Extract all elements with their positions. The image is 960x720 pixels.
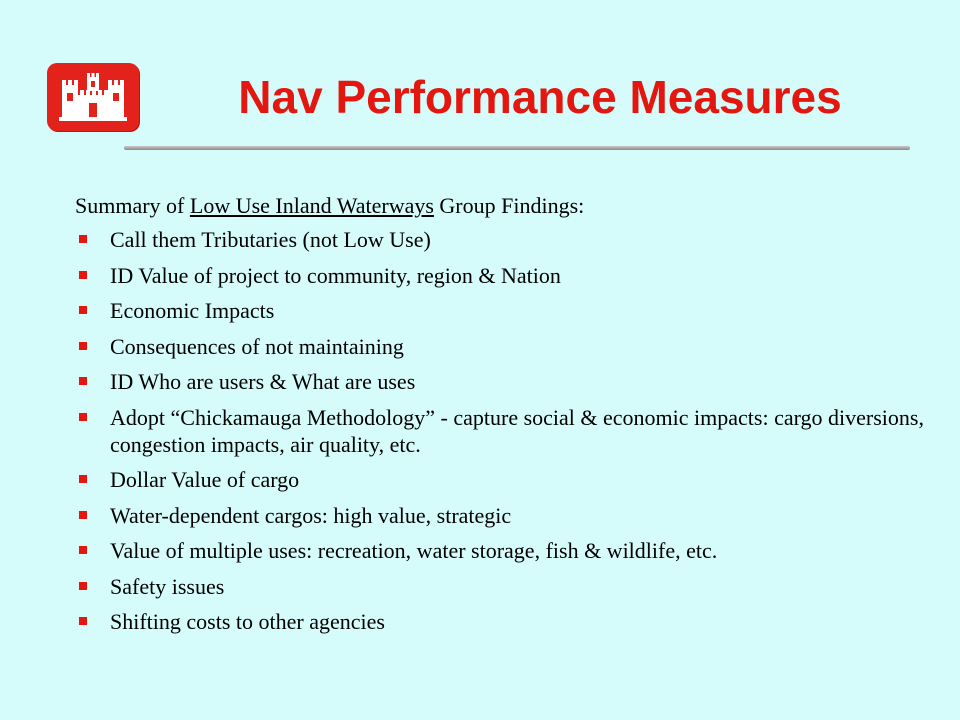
list-item-text: Water-dependent cargos: high value, strategic xyxy=(110,502,512,528)
list-item xyxy=(75,466,935,493)
list-item-text: Consequences of not maintaining xyxy=(110,333,404,359)
list-item-text: Shifting costs to other agencies xyxy=(110,609,385,634)
list-item-text: Call them Tributaries (not Low Use) xyxy=(110,227,431,252)
list-item-text: Safety issues xyxy=(110,573,225,599)
square-bullet-icon xyxy=(79,511,87,519)
list-item-text: Adopt “Chickamauga Methodology” - capture social & economic impacts: cargo diversions, congestion impacts, air quality, etc. xyxy=(110,404,924,457)
square-bullet-icon xyxy=(79,582,87,590)
list-item xyxy=(75,573,935,600)
square-bullet-icon xyxy=(79,546,87,554)
square-bullet-icon xyxy=(79,475,87,483)
square-bullet-icon xyxy=(79,377,87,385)
title-divider xyxy=(124,146,910,150)
castle-logo-icon xyxy=(47,63,139,131)
list-item xyxy=(75,502,935,529)
square-bullet-icon xyxy=(79,342,87,350)
square-bullet-icon xyxy=(79,271,87,279)
list-item-text: Economic Impacts xyxy=(110,298,275,323)
square-bullet-icon xyxy=(79,235,87,243)
list-item xyxy=(75,608,935,635)
list-item-text: Dollar Value of cargo xyxy=(110,467,300,492)
summary-suffix: Group Findings: xyxy=(433,193,585,218)
list-item-text: ID Value of project to community, region & Nation xyxy=(110,262,561,288)
list-item-text: Value of multiple uses: recreation, water storage, fish & wildlife, etc. xyxy=(110,538,718,563)
list-item xyxy=(75,297,935,324)
list-item xyxy=(75,333,935,360)
list-item xyxy=(75,368,935,395)
list-item xyxy=(75,226,935,253)
list-item xyxy=(75,537,935,564)
square-bullet-icon xyxy=(79,413,87,421)
list-item-text: ID Who are users & What are uses xyxy=(110,369,416,394)
slide-title: Nav Performance Measures xyxy=(238,71,842,123)
findings-list xyxy=(75,226,935,644)
summary-heading xyxy=(75,193,584,219)
summary-link: Low Use Inland Waterways xyxy=(189,193,434,218)
list-item xyxy=(75,262,935,289)
summary-prefix: Summary of xyxy=(75,193,190,218)
square-bullet-icon xyxy=(79,617,87,625)
list-item xyxy=(75,404,935,458)
square-bullet-icon xyxy=(79,306,87,314)
